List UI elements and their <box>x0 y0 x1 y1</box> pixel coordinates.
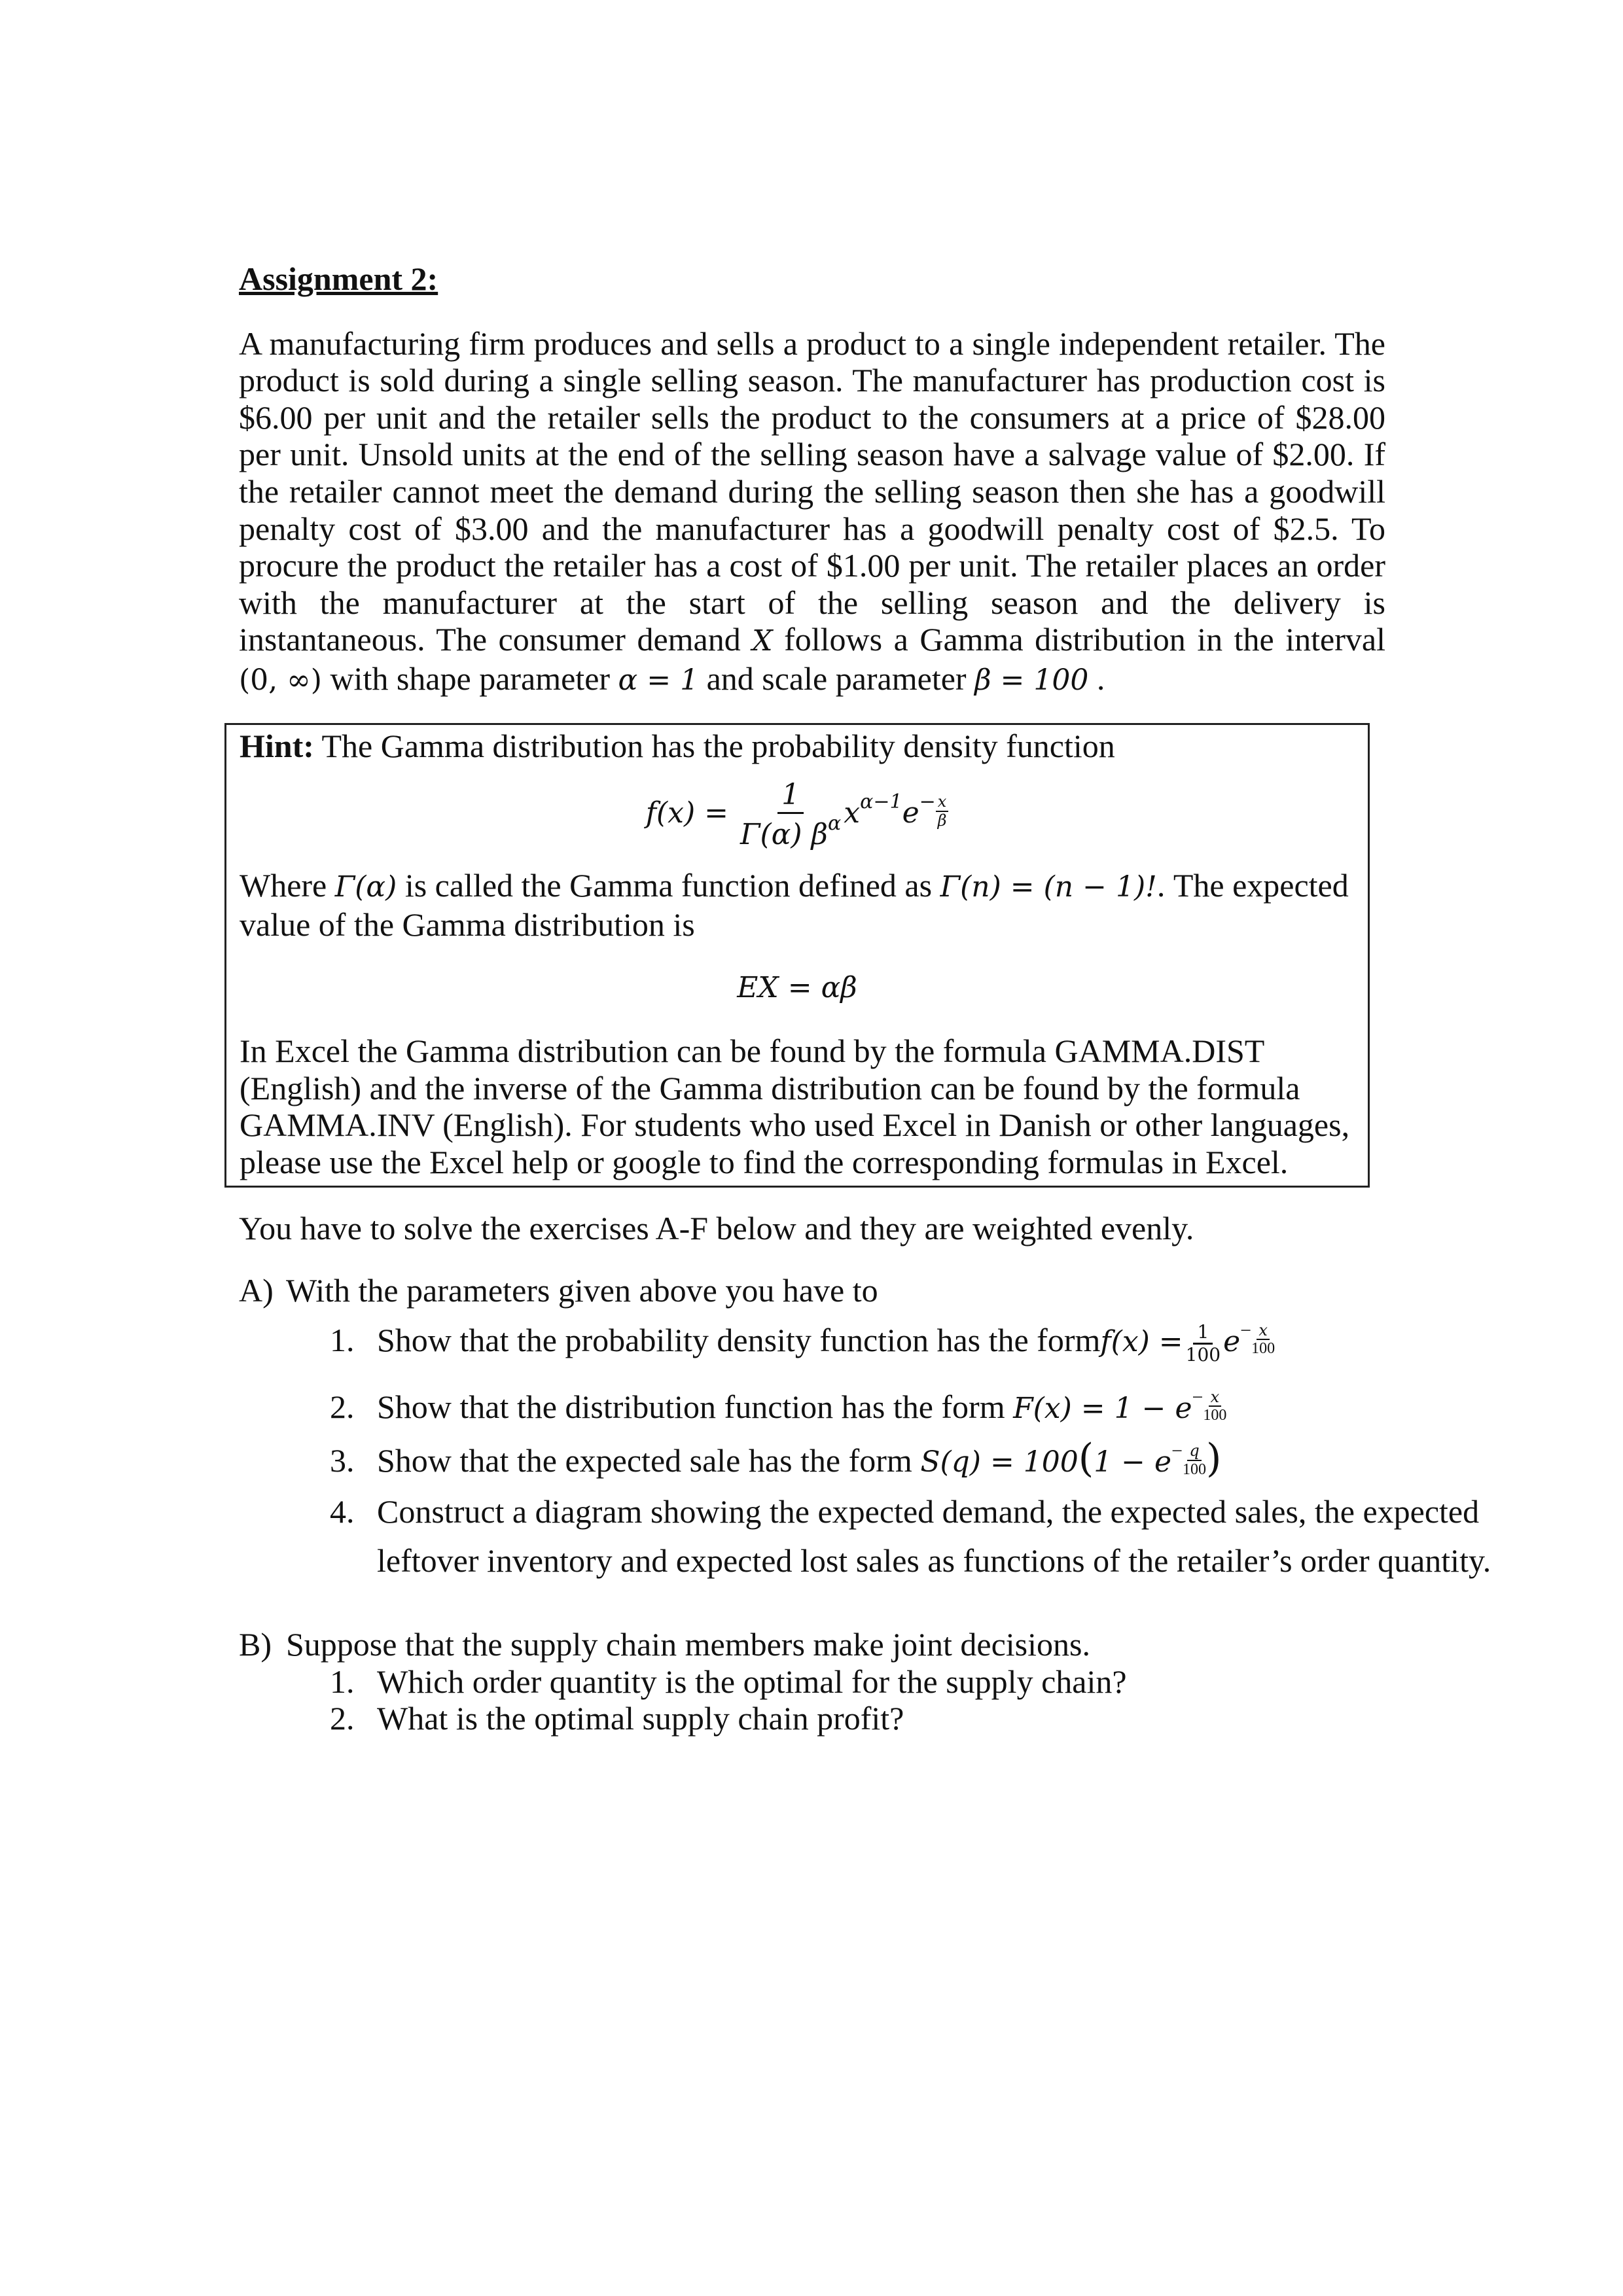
math-demand-var: X <box>752 624 773 658</box>
math-fraction <box>1186 1322 1221 1366</box>
item-text: Construct a diagram showing the expected demand, the expected sales, the expected <box>377 1493 1480 1530</box>
pdf-formula <box>240 779 1355 851</box>
where-text: is called the Gamma function defined as <box>397 867 940 904</box>
frac-den: 100 <box>1185 1343 1221 1366</box>
exponent <box>1203 1388 1226 1424</box>
math-inner: 1 − e <box>1094 1445 1172 1479</box>
exp-sign: − <box>1240 1319 1252 1341</box>
exp-num: x <box>1257 1322 1270 1340</box>
section-a-heading <box>239 1272 1385 1309</box>
section-a-item-4 <box>239 1493 1480 1530</box>
where-text: Where <box>240 867 335 904</box>
pdf-num: 1 <box>777 779 804 814</box>
item-text: Show that the probability density function has the form <box>377 1321 1101 1358</box>
math-lhs: S(q) = 100 <box>920 1445 1079 1479</box>
section-a-text: With the parameters given above you have to <box>286 1272 878 1309</box>
pdf-den-sup: α <box>827 811 842 835</box>
math-gamma-def: Γ(n) = (n − 1)! <box>940 870 1157 904</box>
item-text: What is the optimal supply chain profit? <box>377 1700 904 1737</box>
excel-text: In Excel the Gamma distribution can be found by the formula GAMMA.DIST (English) and the inverse of the Gamma distribution can be found by the formula GAMMA.INV (English). For students who used Excel in Danish or other languages, please use the Excel help or google to find the corresponding formulas in Excel. <box>240 1033 1350 1180</box>
hint-text: The Gamma distribution has the probability density function <box>313 727 1115 764</box>
section-b-item-1 <box>239 1663 1385 1701</box>
item-number: 2. <box>330 1700 355 1737</box>
hint-box <box>224 723 1370 1188</box>
pdf-e: e <box>902 796 919 830</box>
assignment-title: Assignment 2: <box>239 260 438 297</box>
pdf-x-sup: α−1 <box>860 790 902 814</box>
item-number: 1. <box>330 1663 355 1700</box>
instructions: You have to solve the exercises A-F below and they are weighted evenly. <box>239 1210 1194 1247</box>
section-b-label: B) <box>239 1626 272 1663</box>
where-text: . The expected value of the Gamma distribution is <box>240 867 1349 943</box>
exp-sign: − <box>1192 1386 1204 1408</box>
intro-text: with shape parameter <box>321 660 618 697</box>
item-number: 1. <box>330 1321 355 1358</box>
pdf-fraction <box>740 779 841 851</box>
exp-num: q <box>1187 1442 1201 1460</box>
math-alpha: α = 1 <box>618 663 699 697</box>
hint-line <box>240 728 1355 765</box>
pdf-exponent <box>936 793 949 829</box>
paren-open: ( <box>1078 1436 1094 1482</box>
section-b-text: Suppose that the supply chain members make joint decisions. <box>286 1626 1090 1663</box>
expected-value-formula: EX = αβ <box>737 970 857 1004</box>
pdf-x: x <box>844 796 861 830</box>
exp-den: 100 <box>1183 1460 1206 1478</box>
intro-text: . <box>1088 660 1105 697</box>
section-a-label: A) <box>239 1272 274 1309</box>
exp-den: 100 <box>1251 1340 1275 1358</box>
math-e: e <box>1223 1324 1241 1358</box>
pdf-exp-sign: − <box>919 790 936 814</box>
intro-text: follows a Gamma distribution in the interval <box>772 621 1385 658</box>
section-a-item-3 <box>239 1436 1385 1482</box>
intro-text: A manufacturing firm produces and sells a product to a single independent retailer. The product is sold during a single selling season. The manufacturer has production cost is $6.00 per unit and the retailer sells the product to the consumers at a price of $28.00 per unit. Unsold units at the end of the selling season have a salvage value of $2.00. If the retailer cannot meet the demand during the selling season then she has a goodwill penalty cost of $3.00 and the manufacturer has a goodwill penalty cost of $2.5. To procure the product the retailer has a cost of $1.00 per unit. The retailer places an order with the manufacturer at the start of the selling season and the delivery is instantaneous. The consumer demand <box>239 325 1385 658</box>
exponent <box>1251 1322 1275 1358</box>
exp-num: x <box>1209 1388 1222 1407</box>
pdf-den: Γ(α) β <box>740 817 828 851</box>
item-number: 4. <box>330 1493 355 1530</box>
pdf-lhs: f(x) = <box>645 796 728 830</box>
item-number: 2. <box>330 1388 355 1425</box>
item-number: 3. <box>330 1442 355 1479</box>
section-b-item-2 <box>239 1700 1385 1737</box>
intro-text: and scale parameter <box>698 660 975 697</box>
section-a-item-2 <box>239 1388 1385 1428</box>
item-text: Show that the expected sale has the form <box>377 1442 921 1479</box>
math-gamma-alpha: Γ(α) <box>334 870 397 904</box>
section-b-heading <box>239 1626 1385 1663</box>
math-lhs: f(x) = <box>1100 1324 1183 1358</box>
pdf-exp-num: x <box>936 793 949 811</box>
item-text: Show that the distribution function has the form <box>377 1388 1014 1425</box>
hint-label: Hint: <box>240 727 314 764</box>
math-beta: β = 100 <box>974 663 1089 697</box>
section-a-item-4-cont: leftover inventory and expected lost sales as functions of the retailer’s order quantity. <box>377 1542 1491 1579</box>
exp-den: 100 <box>1203 1407 1227 1424</box>
pdf-exp-den: β <box>937 811 947 830</box>
exponent <box>1183 1442 1206 1478</box>
intro-paragraph <box>239 325 1385 699</box>
math-interval: (0, ∞) <box>239 663 322 697</box>
exp-sign: − <box>1171 1440 1183 1462</box>
item-text: Which order quantity is the optimal for the supply chain? <box>377 1663 1127 1700</box>
math-lhs: F(x) = 1 − e <box>1013 1391 1192 1425</box>
paren-close: ) <box>1206 1436 1222 1482</box>
gamma-function-text <box>240 867 1355 943</box>
frac-num: 1 <box>1193 1322 1213 1345</box>
section-a-item-1 <box>239 1321 1385 1366</box>
